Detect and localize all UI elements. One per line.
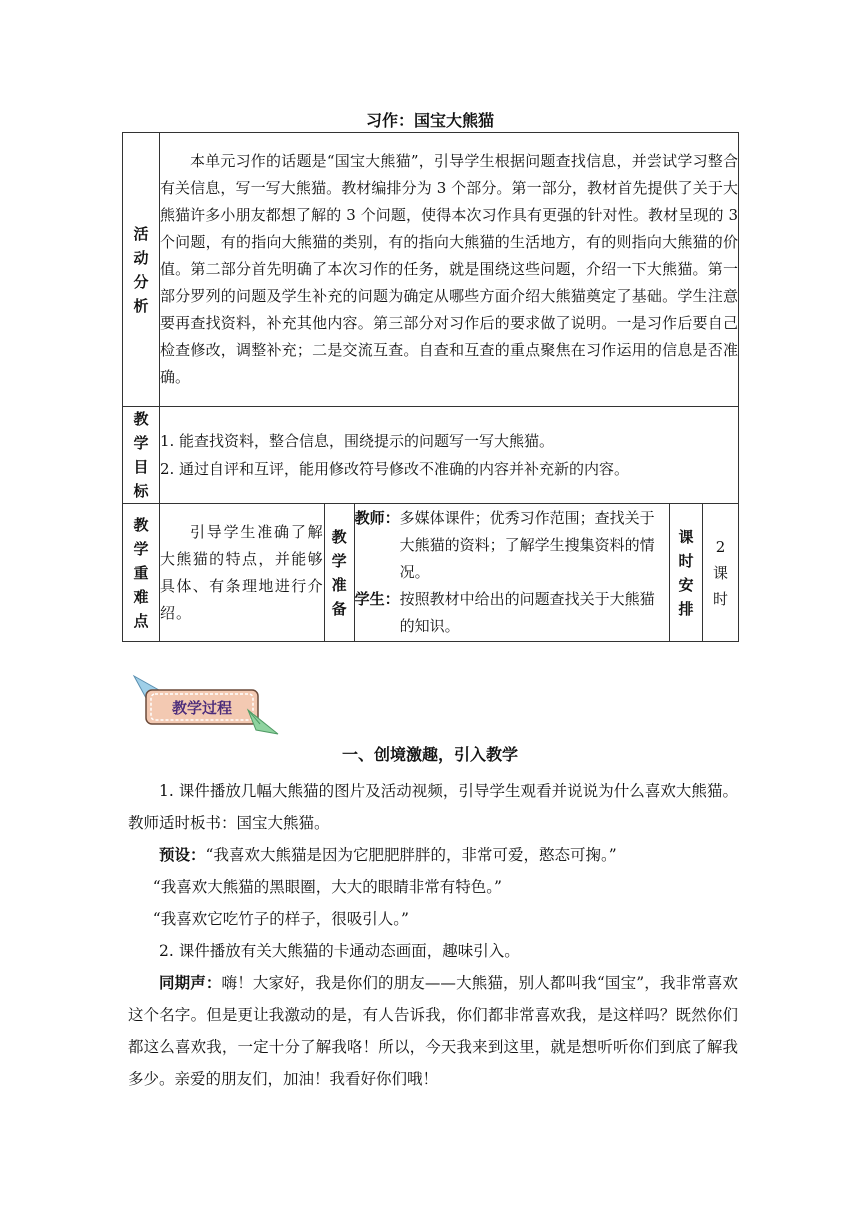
goal-item: 2. 通过自评和互评，能用修改符号修改不准确的内容并补充新的内容。 — [159, 460, 630, 478]
quote-line: “我喜欢大熊猫的黑眼圈，大大的眼睛非常有特色。” — [152, 878, 502, 896]
lesson-plan-table — [122, 132, 739, 642]
key-points-row — [123, 504, 739, 642]
teaching-process-banner — [132, 672, 280, 740]
schedule-label: 课 时 安 排 — [670, 504, 703, 642]
activity-analysis-text: 本单元习作的话题是“国宝大熊猫”，引导学生根据问题查找信息，并尝试学习整合有关信息，写一写大熊猫。教材编排分为 3 个部分。第一部分，教材首先提供了关于大熊猫许多小朋友都想了解的 3 个问题，使得本次习作具有更强的针对性。教材呈现的 3 个问题，有的指向大熊猫的类别，有的指向大熊猫的生活地方，有的则指向大熊猫的价值。第二部分首先明确了本次习作的任务，就是围绕这些问题，介绍一下大熊猫。第一部分罗列的问题及学生补充的问题为确定从哪些方面介绍大熊猫奠定了基础。学生注意要再查找资料，补充其他内容。第三部分对习作后的要求做了说明。一是习作后要自己检查修改，调整补充；二是交流互查。自查和互查的重点聚焦在习作运用的信息是否准确。 — [159, 133, 738, 407]
teaching-prep-label: 教 学 准 备 — [324, 504, 354, 642]
key-difficulty-label: 教 学 重 难 点 — [123, 504, 160, 642]
key-difficulty-text: 引导学生准确了解大熊猫的特点，并能够具体、有条理地进行介绍。 — [159, 504, 324, 642]
teacher-role-label: 教师： — [354, 509, 400, 527]
lesson-body — [128, 775, 738, 1095]
teaching-goals-row — [123, 407, 739, 504]
page-title: 习作：国宝大熊猫 — [365, 111, 494, 130]
preset-quote: “我喜欢大熊猫是因为它肥肥胖胖的，非常可爱，憨态可掬。” — [205, 846, 617, 864]
class-hours-value: 2 课 时 — [703, 504, 739, 642]
step-1: 1. 课件播放几幅大熊猫的图片及活动视频，引导学生观看并说说为什么喜欢大熊猫。教师适时板书：国宝大熊猫。 — [128, 782, 738, 832]
teaching-prep-content — [354, 504, 669, 642]
teaching-goals-list — [159, 407, 738, 504]
section-heading: 一、创境激趣，引入教学 — [341, 745, 518, 764]
goal-item: 1. 能查找资料，整合信息，围绕提示的问题写一写大熊猫。 — [159, 432, 555, 450]
step-2: 2. 课件播放有关大熊猫的卡通动态画面，趣味引入。 — [159, 942, 520, 960]
activity-analysis-label: 活 动 分 析 — [123, 133, 160, 407]
voiceover-paragraph — [128, 967, 738, 1095]
activity-analysis-row — [123, 133, 739, 407]
quote-line: “我喜欢它吃竹子的样子，很吸引人。” — [152, 910, 409, 928]
teaching-goals-label: 教 学 目 标 — [123, 407, 160, 504]
teacher-prep — [355, 505, 669, 586]
student-prep-text: 按照教材中给出的问题查找关于大熊猫的知识。 — [399, 590, 655, 635]
banner-text: 教学过程 — [171, 699, 233, 717]
student-prep — [355, 586, 669, 640]
voiceover-text: 嗨！大家好，我是你们的朋友——大熊猫，别人都叫我“国宝”，我非常喜欢这个名字。但是更让我激动的是，有人告诉我，你们都非常喜欢我，是这样吗？既然你们都这么喜欢我，一定十分了解我咯！所以，今天我来到这里，就是想听听你们到底了解我多少。亲爱的朋友们，加油！我看好你们哦！ — [128, 974, 738, 1088]
teacher-prep-text: 多媒体课件；优秀习作范围；查找关于大熊猫的资料；了解学生搜集资料的情况。 — [399, 509, 655, 581]
voiceover-label: 同期声： — [159, 974, 222, 992]
paper-plane-icon — [248, 710, 278, 734]
preset-paragraph — [128, 839, 738, 871]
student-role-label: 学生： — [354, 590, 400, 608]
preset-label: 预设： — [159, 846, 206, 864]
